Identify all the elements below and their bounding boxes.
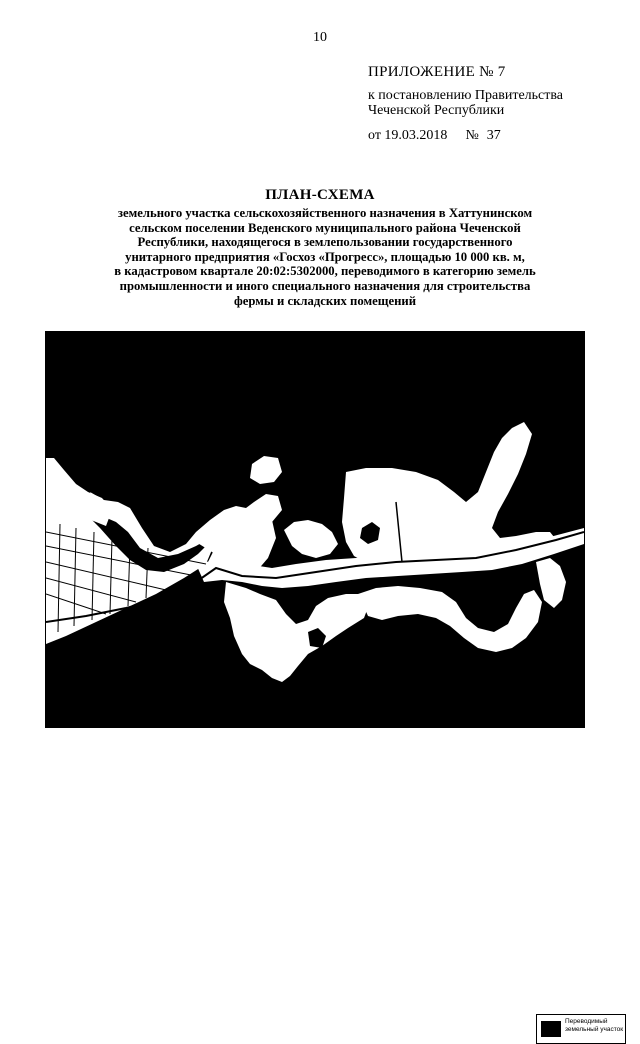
map-drawing bbox=[46, 332, 584, 727]
subtitle-line: промышленности и иного специального назначения для строительства bbox=[119, 278, 531, 293]
appendix-date-line bbox=[368, 128, 618, 144]
page-number: 10 bbox=[313, 30, 327, 45]
site-plan-map bbox=[45, 331, 624, 1033]
document-subtitle bbox=[80, 206, 570, 308]
appendix-number: 37 bbox=[486, 128, 501, 143]
subtitle-line: унитарного предприятия «Госхоз «Прогресс», площадью 10 000 кв. м, bbox=[125, 249, 525, 264]
subtitle-line: сельском поселении Веденского муниципального района Чеченской bbox=[129, 220, 521, 235]
document-title: ПЛАН-СХЕМА bbox=[265, 187, 375, 203]
subtitle-line: фермы и складских помещений bbox=[233, 293, 417, 308]
legend-label: Переводимый земельный участок bbox=[565, 1018, 624, 1033]
appendix-date: от 19.03.2018 bbox=[368, 128, 448, 143]
subtitle-line: земельного участка сельскохозяйственного назначения в Хаттунинском bbox=[117, 206, 533, 220]
subtitle-line: Республики, находящегося в землепользовании государственного bbox=[137, 235, 513, 250]
map-legend bbox=[536, 1014, 626, 1044]
appendix-line-2: Чеченской Республики bbox=[368, 103, 505, 118]
appendix-block bbox=[368, 64, 618, 144]
subtitle-line: в кадастровом квартале 20:02:5302000, переводимого в категорию земель bbox=[114, 264, 536, 279]
appendix-line-1: к постановлению Правительства bbox=[368, 88, 564, 103]
appendix-title: ПРИЛОЖЕНИЕ № 7 bbox=[368, 64, 506, 80]
legend-swatch bbox=[541, 1021, 561, 1037]
appendix-number-label: № bbox=[465, 128, 479, 143]
